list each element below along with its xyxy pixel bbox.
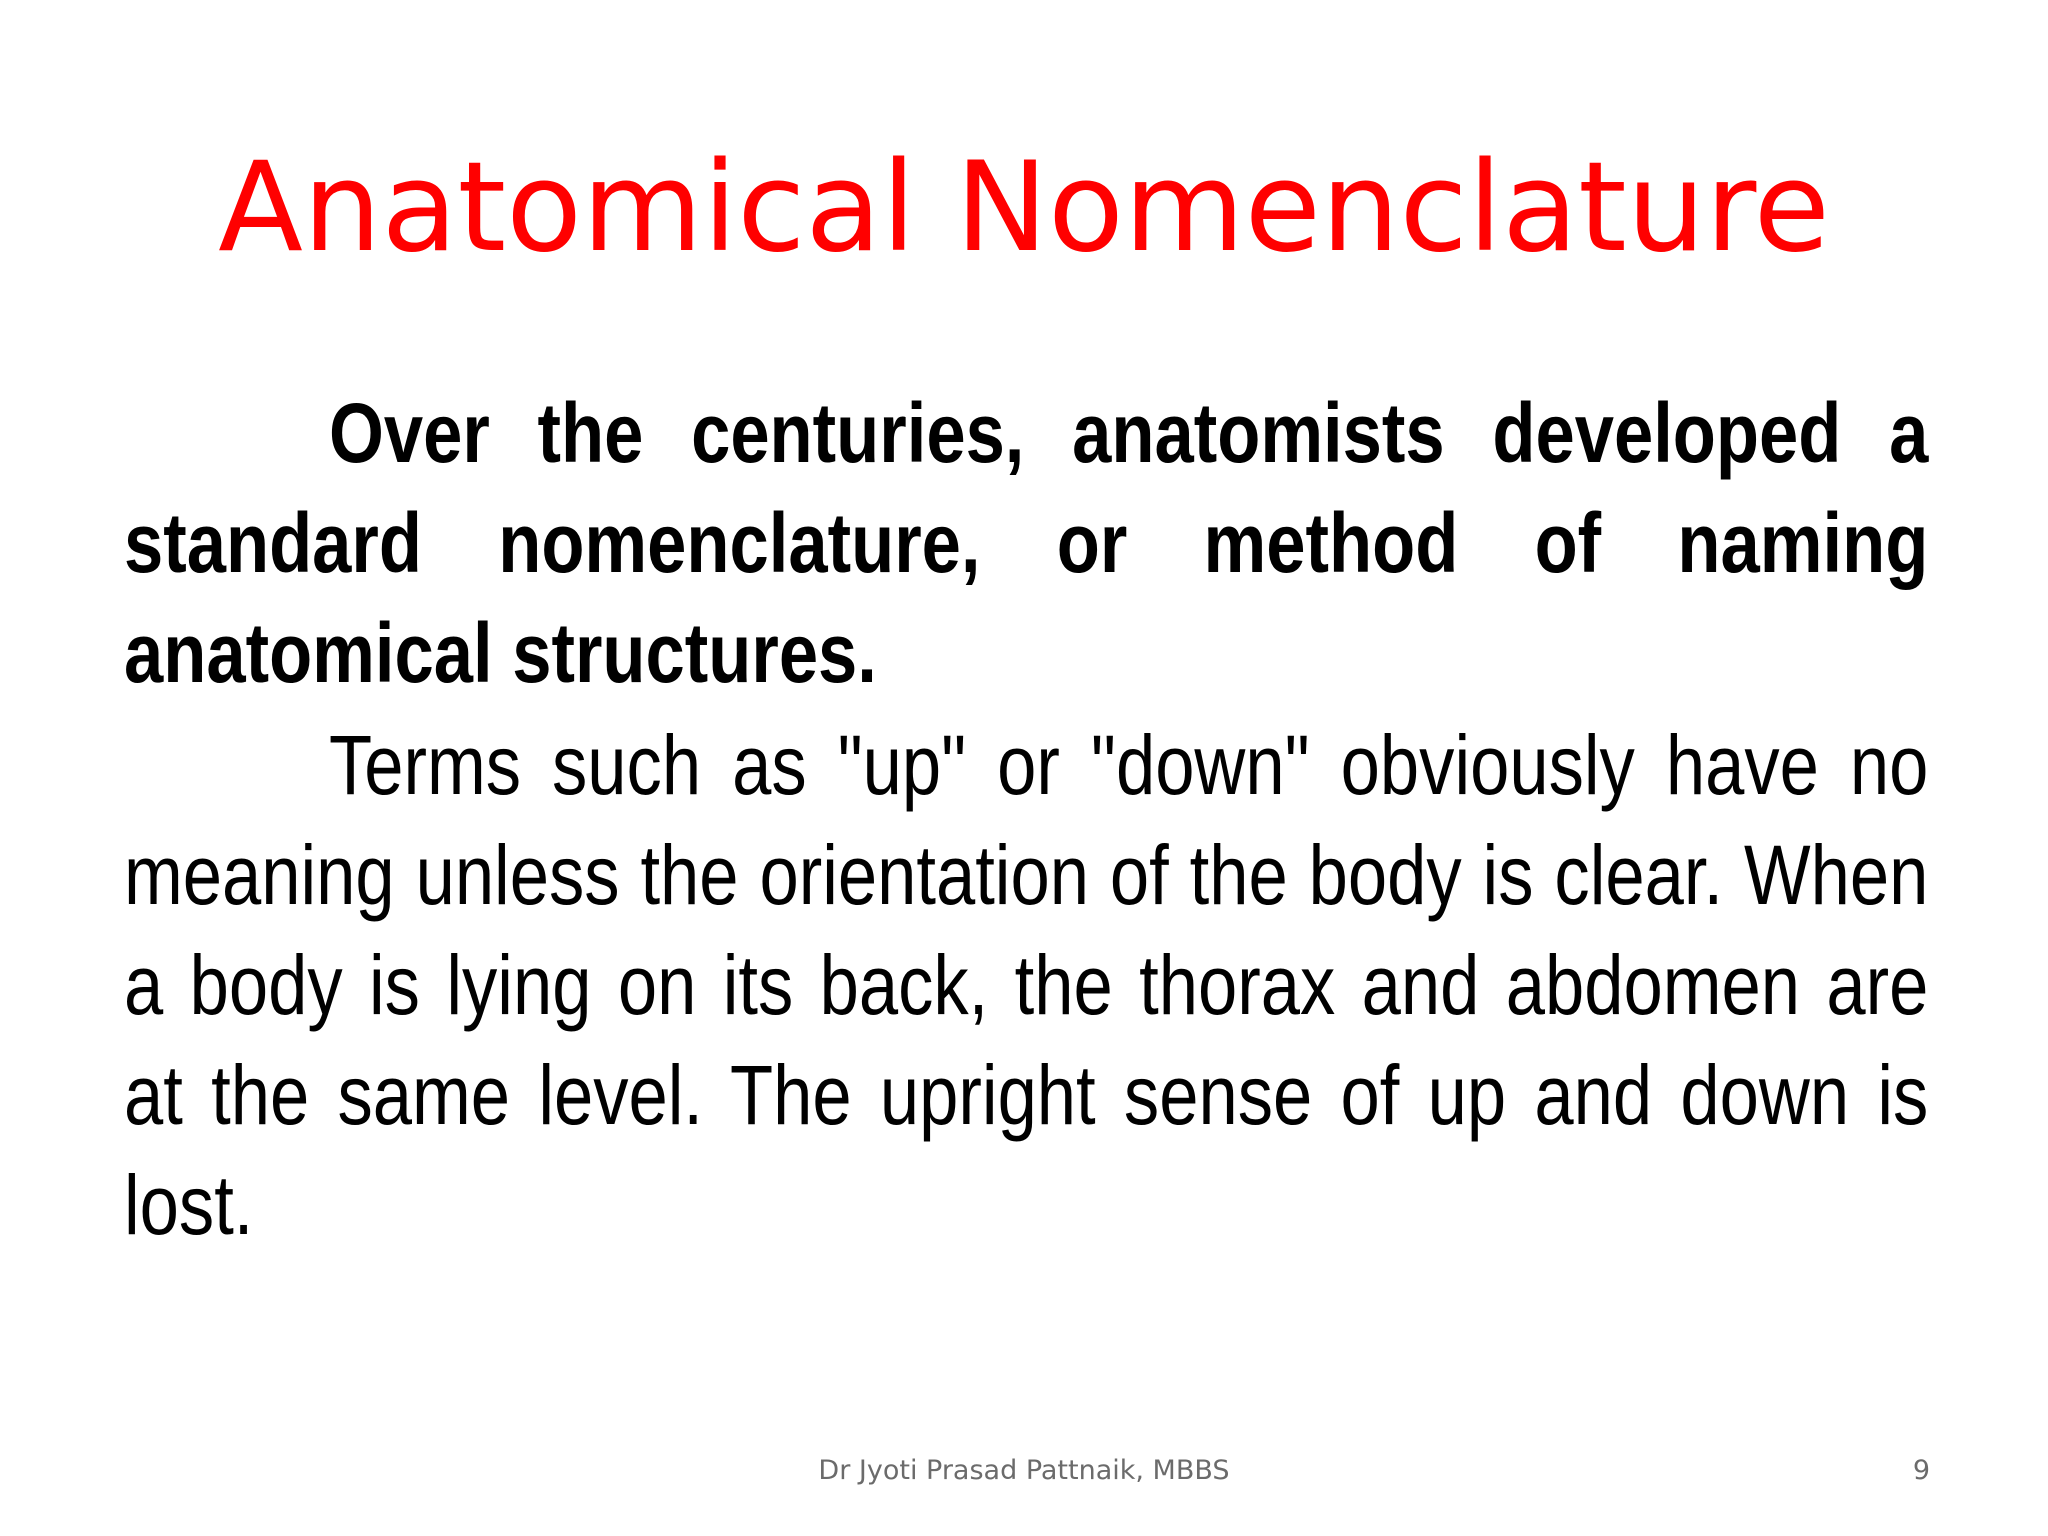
paragraph-nomenclature: Over the centuries, anatomists developed a standard nomenclature, or method of naming anatomical structures. [124,386,1929,700]
slide-title: Anatomical Nomenclature [218,136,1830,280]
paragraph-orientation: Terms such as "up" or "down" obviously have no meaning unless the orientation of the body is clear. When a body is lying on its back, the thorax and abdomen are at the same level. The upright sense of up and down is lost. [124,718,1929,1252]
slide-body [124,378,1928,1260]
slide-footer: Dr Jyoti Prasad Pattnaik, MBBS [818,1455,1230,1486]
page-number: 9 [1912,1455,1930,1486]
